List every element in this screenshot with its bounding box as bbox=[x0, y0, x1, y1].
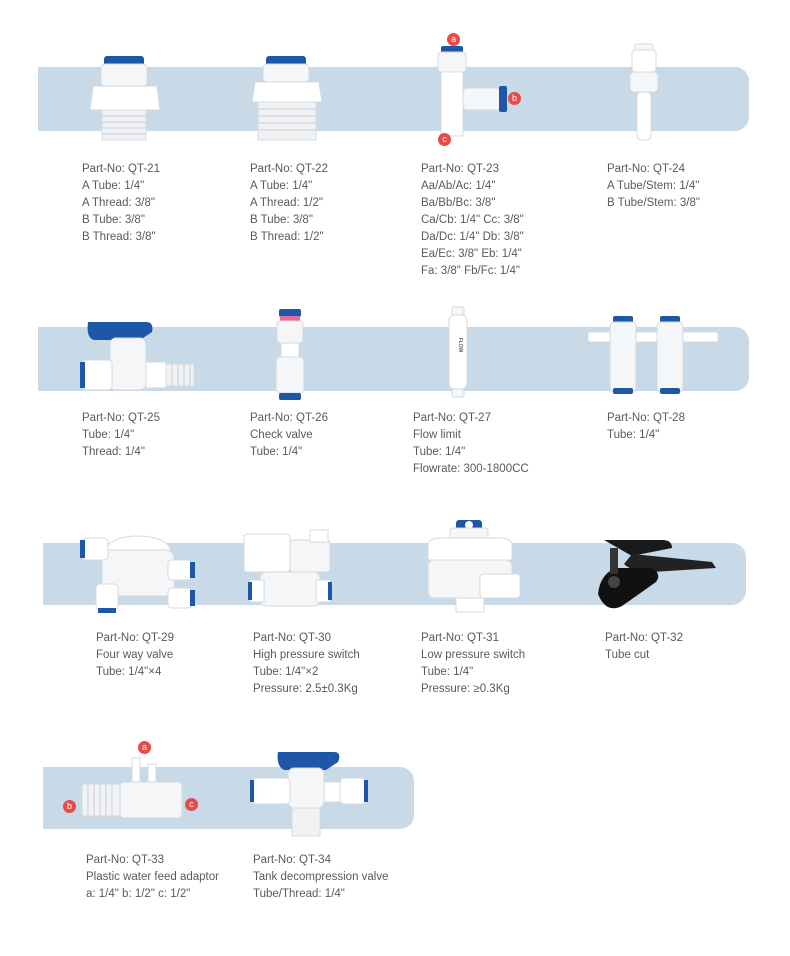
qt32-tube-cutter-image bbox=[592, 534, 722, 616]
qt30-high-pressure-switch-image bbox=[240, 526, 340, 614]
part-number: Part-No: QT-26 bbox=[250, 412, 328, 424]
qt26-specs bbox=[250, 410, 328, 461]
flow-label: FLOW bbox=[457, 337, 463, 353]
spec-line: Tube cut bbox=[605, 649, 650, 661]
spec-line: Tank decompression valve bbox=[253, 871, 389, 883]
spec-line: Da/Dc: 1/4" Db: 3/8" bbox=[421, 231, 524, 243]
qt30-specs bbox=[253, 630, 360, 698]
spec-line: Pressure: ≥0.3Kg bbox=[421, 683, 510, 695]
spec-line: Thread: 1/4" bbox=[82, 446, 145, 458]
spec-line: Fa: 3/8" Fb/Fc: 1/4" bbox=[421, 265, 520, 277]
part-number: Part-No: QT-29 bbox=[96, 632, 174, 644]
qt25-specs bbox=[82, 410, 160, 461]
qt31-specs bbox=[421, 630, 525, 698]
spec-line: Flowrate: 300-1800CC bbox=[413, 463, 529, 475]
spec-line: Tube: 1/4"×2 bbox=[253, 666, 319, 678]
spec-line: A Tube/Stem: 1/4" bbox=[607, 180, 700, 192]
qt25-ball-valve-image bbox=[80, 318, 198, 394]
qt27-flow-limit-image bbox=[446, 305, 470, 399]
spec-line: B Thread: 3/8" bbox=[82, 231, 156, 243]
qt34-specs bbox=[253, 852, 389, 903]
spec-line: Flow limit bbox=[413, 429, 461, 441]
spec-line: Tube: 1/4"×4 bbox=[96, 666, 162, 678]
part-number: Part-No: QT-24 bbox=[607, 163, 685, 175]
qt31-low-pressure-switch-image bbox=[420, 514, 524, 616]
spec-line: Four way valve bbox=[96, 649, 174, 661]
part-number: Part-No: QT-28 bbox=[607, 412, 685, 424]
spec-line: Plastic water feed adaptor bbox=[86, 871, 219, 883]
part-number: Part-No: QT-32 bbox=[605, 632, 683, 644]
part-number: Part-No: QT-21 bbox=[82, 163, 160, 175]
qt21-fitting-image bbox=[90, 52, 160, 144]
qt29-four-way-valve-image bbox=[80, 530, 196, 616]
marker-b: b bbox=[63, 800, 76, 813]
qt29-specs bbox=[96, 630, 174, 681]
qt21-specs bbox=[82, 161, 160, 246]
qt27-specs bbox=[413, 410, 529, 478]
spec-line: Tube: 1/4" bbox=[421, 666, 474, 678]
spec-line: Tube: 1/4" bbox=[250, 446, 303, 458]
qt34-tank-decompression-valve-image bbox=[248, 748, 372, 840]
part-number: Part-No: QT-23 bbox=[421, 163, 499, 175]
spec-line: Pressure: 2.5±0.3Kg bbox=[253, 683, 358, 695]
marker-c: c bbox=[185, 798, 198, 811]
qt23-tee-image bbox=[433, 44, 513, 140]
part-number: Part-No: QT-30 bbox=[253, 632, 331, 644]
spec-line: Aa/Ab/Ac: 1/4" bbox=[421, 180, 496, 192]
marker-c: c bbox=[438, 133, 451, 146]
spec-line: A Tube: 1/4" bbox=[250, 180, 313, 192]
qt24-specs bbox=[607, 161, 700, 212]
qt32-specs bbox=[605, 630, 683, 664]
marker-a: a bbox=[138, 741, 151, 754]
part-number: Part-No: QT-22 bbox=[250, 163, 328, 175]
spec-line: Ea/Ec: 3/8" Eb: 1/4" bbox=[421, 248, 522, 260]
qt33-water-feed-adaptor-image bbox=[76, 754, 186, 826]
spec-line: Tube: 1/4" bbox=[607, 429, 660, 441]
spec-line: High pressure switch bbox=[253, 649, 360, 661]
part-number: Part-No: QT-34 bbox=[253, 854, 331, 866]
spec-line: Tube/Thread: 1/4" bbox=[253, 888, 345, 900]
qt22-fitting-image bbox=[252, 52, 322, 144]
spec-line: Tube: 1/4" bbox=[82, 429, 135, 441]
spec-line: B Thread: 1/2" bbox=[250, 231, 324, 243]
qt23-specs bbox=[421, 161, 524, 280]
qt22-specs bbox=[250, 161, 328, 246]
spec-line: Low pressure switch bbox=[421, 649, 526, 661]
marker-b: b bbox=[508, 92, 521, 105]
spec-line: A Tube: 1/4" bbox=[82, 180, 145, 192]
spec-line: B Tube/Stem: 3/8" bbox=[607, 197, 700, 209]
spec-line: Ba/Bb/Bc: 3/8" bbox=[421, 197, 496, 209]
qt33-specs bbox=[86, 852, 219, 903]
spec-line: Tube: 1/4" bbox=[413, 446, 466, 458]
spec-line: a: 1/4" b: 1/2" c: 1/2" bbox=[86, 888, 191, 900]
spec-line: Check valve bbox=[250, 429, 313, 441]
spec-line: Ca/Cb: 1/4" Cc: 3/8" bbox=[421, 214, 524, 226]
part-number: Part-No: QT-27 bbox=[413, 412, 491, 424]
qt24-stem-image bbox=[626, 42, 662, 146]
part-number: Part-No: QT-25 bbox=[82, 412, 160, 424]
spec-line: A Thread: 1/2" bbox=[250, 197, 323, 209]
marker-a: a bbox=[447, 33, 460, 46]
spec-line: B Tube: 3/8" bbox=[250, 214, 313, 226]
qt28-bracket-image bbox=[588, 314, 718, 396]
qt26-check-valve-image bbox=[270, 307, 310, 403]
qt28-specs bbox=[607, 410, 685, 444]
spec-line: B Tube: 3/8" bbox=[82, 214, 145, 226]
part-number: Part-No: QT-31 bbox=[421, 632, 499, 644]
part-number: Part-No: QT-33 bbox=[86, 854, 164, 866]
spec-line: A Thread: 3/8" bbox=[82, 197, 155, 209]
